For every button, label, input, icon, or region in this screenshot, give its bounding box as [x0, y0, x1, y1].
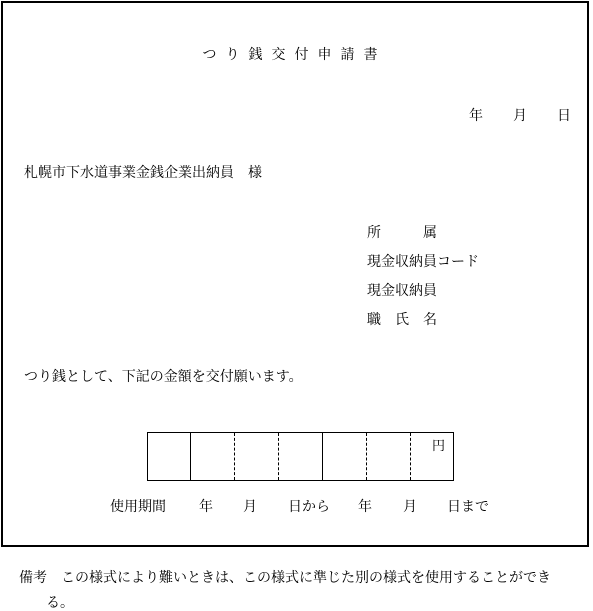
affiliation-label	[367, 225, 437, 241]
date-day-label: 日	[557, 108, 571, 124]
period-to-month: 月	[403, 499, 417, 515]
date-year-label: 年	[469, 108, 483, 124]
job-name-label	[367, 312, 437, 328]
addressee: 札幌市下水道事業金銭企業出納員 様	[24, 165, 262, 181]
amount-cell	[323, 433, 367, 480]
remarks-line-2: る。	[46, 595, 74, 611]
amount-cell	[235, 433, 279, 480]
cashier-code-label: 現金収納員コード	[367, 254, 479, 270]
period-to-year: 年	[358, 499, 372, 515]
job-name-char-2: 氏	[395, 312, 409, 328]
request-text: つり銭として、下記の金額を交付願います。	[24, 369, 303, 385]
amount-box	[147, 432, 454, 481]
amount-cell	[279, 433, 323, 480]
affiliation-char-2: 属	[423, 225, 437, 241]
period-from-year: 年	[199, 499, 213, 515]
period-to-day: 日まで	[447, 499, 489, 515]
job-name-char-1: 職	[367, 312, 381, 328]
cashier-label: 現金収納員	[367, 283, 437, 299]
remarks-line-1	[19, 570, 551, 586]
remarks-text-1: この様式により難いときは、この様式に準じた別の様式を使用することができ	[61, 570, 551, 586]
period-label: 使用期間	[110, 499, 166, 515]
period-from-day: 日から	[288, 499, 330, 515]
date-month-label: 月	[513, 108, 527, 124]
period-from-month: 月	[243, 499, 257, 515]
form-title: つり銭交付申請書	[202, 47, 387, 63]
remarks-label: 備考	[19, 570, 47, 586]
amount-cell	[367, 433, 411, 480]
affiliation-char-1: 所	[367, 225, 381, 241]
amount-cell	[148, 433, 191, 480]
amount-cell-yen	[411, 433, 453, 480]
amount-cell	[191, 433, 235, 480]
job-name-char-3: 名	[423, 312, 437, 328]
yen-unit-label: 円	[431, 439, 445, 454]
